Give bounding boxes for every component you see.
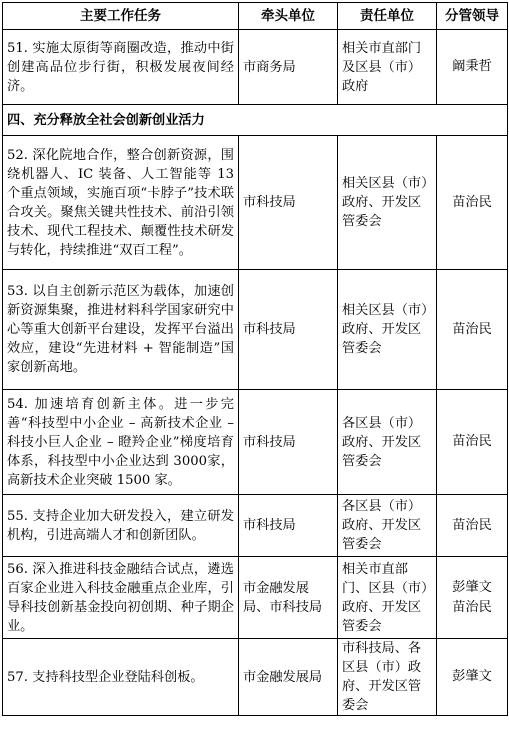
table-row (3, 639, 508, 716)
responsible-unit-cell: 相关市直部门、区县（市）政府、开发区管委会 (338, 557, 437, 639)
table-row (3, 390, 508, 495)
lead-unit-cell: 市科技局 (239, 270, 338, 390)
header-leader: 分管领导 (437, 3, 508, 30)
leader-name: 苗治民 (452, 321, 492, 337)
section-title: 四、充分释放全社会创新创业活力 (3, 105, 508, 136)
task-cell: 57. 支持科技型企业登陆科创板。 (3, 639, 239, 716)
leader-name: 苗治民 (452, 434, 492, 449)
leader-name: 彭肇文 (452, 579, 492, 595)
leader-name: 彭肇文 (452, 669, 492, 684)
lead-unit-cell: 市科技局 (239, 495, 338, 557)
task-cell: 56. 深入推进科技金融结合试点，遴选百家企业进入科技金融重点企业库，引导科技创新基金投向初创期、种子期企业。 (3, 557, 239, 639)
responsible-unit-cell: 各区县（市）政府、开发区管委会 (338, 495, 437, 557)
task-table (2, 2, 508, 716)
table-row (3, 136, 508, 270)
table-row (3, 270, 508, 390)
table-row (3, 495, 508, 557)
task-cell: 51. 实施太原街等商圈改造，推动中街创建高品位步行街，积极发展夜间经济。 (3, 30, 239, 105)
section-row (3, 105, 508, 136)
responsible-unit-cell: 市科技局、各区县（市）政府、开发区管委会 (338, 639, 437, 716)
table-header-row (3, 3, 508, 30)
lead-unit-cell: 市科技局 (239, 136, 338, 270)
lead-unit-cell: 市科技局 (239, 390, 338, 495)
task-cell: 55. 支持企业加大研发投入，建立研发机构，引进高端人才和创新团队。 (3, 495, 239, 557)
task-cell: 54. 加速培育创新主体。进一步完善“科技型中小企业 – 高新技术企业 – 科技小巨人企业 – 瞪羚企业”梯度培育体系，科技型中小企业达到 3000家，高新技术企业突破 1500 家。 (3, 390, 239, 495)
leader-cell (437, 390, 508, 495)
leader-cell (437, 639, 508, 716)
leader-name: 苗治民 (452, 517, 492, 533)
header-lead-unit: 牵头单位 (239, 3, 338, 30)
responsible-unit-cell: 相关区县（市）政府、开发区管委会 (338, 136, 437, 270)
lead-unit-cell: 市金融发展局、市科技局 (239, 557, 338, 639)
responsible-unit-cell: 各区县（市）政府、开发区管委会 (338, 390, 437, 495)
leader-name: 苗治民 (452, 599, 492, 615)
lead-unit-cell: 市商务局 (239, 30, 338, 105)
leader-cell (437, 30, 508, 105)
leader-cell (437, 495, 508, 557)
leader-cell (437, 557, 508, 639)
leader-cell (437, 136, 508, 270)
responsible-unit-cell: 相关区县（市）政府、开发区管委会 (338, 270, 437, 390)
task-cell: 53. 以自主创新示范区为载体，加速创新资源集聚，推进材料科学国家研究中心等重大创新平台建设，发挥平台溢出效应，建设“先进材料 + 智能制造”国家创新高地。 (3, 270, 239, 390)
header-responsible-unit: 责任单位 (338, 3, 437, 30)
lead-unit-cell: 市金融发展局 (239, 639, 338, 716)
table-row (3, 30, 508, 105)
responsible-unit-cell: 相关市直部门及区县（市）政府 (338, 30, 437, 105)
header-task: 主要工作任务 (3, 3, 239, 30)
task-cell: 52. 深化院地合作，整合创新资源，围绕机器人、IC 装备、人工智能等 13 个重点领域，实施百项“卡脖子”技术联合攻关。聚焦关键共性技术、前沿引领技术、现代工程技术、颠覆性技术研发与转化，持续推进“双百工程”。 (3, 136, 239, 270)
leader-name: 苗治民 (452, 194, 492, 210)
leader-cell (437, 270, 508, 390)
table-row (3, 557, 508, 639)
leader-name: 阚秉哲 (452, 59, 492, 74)
